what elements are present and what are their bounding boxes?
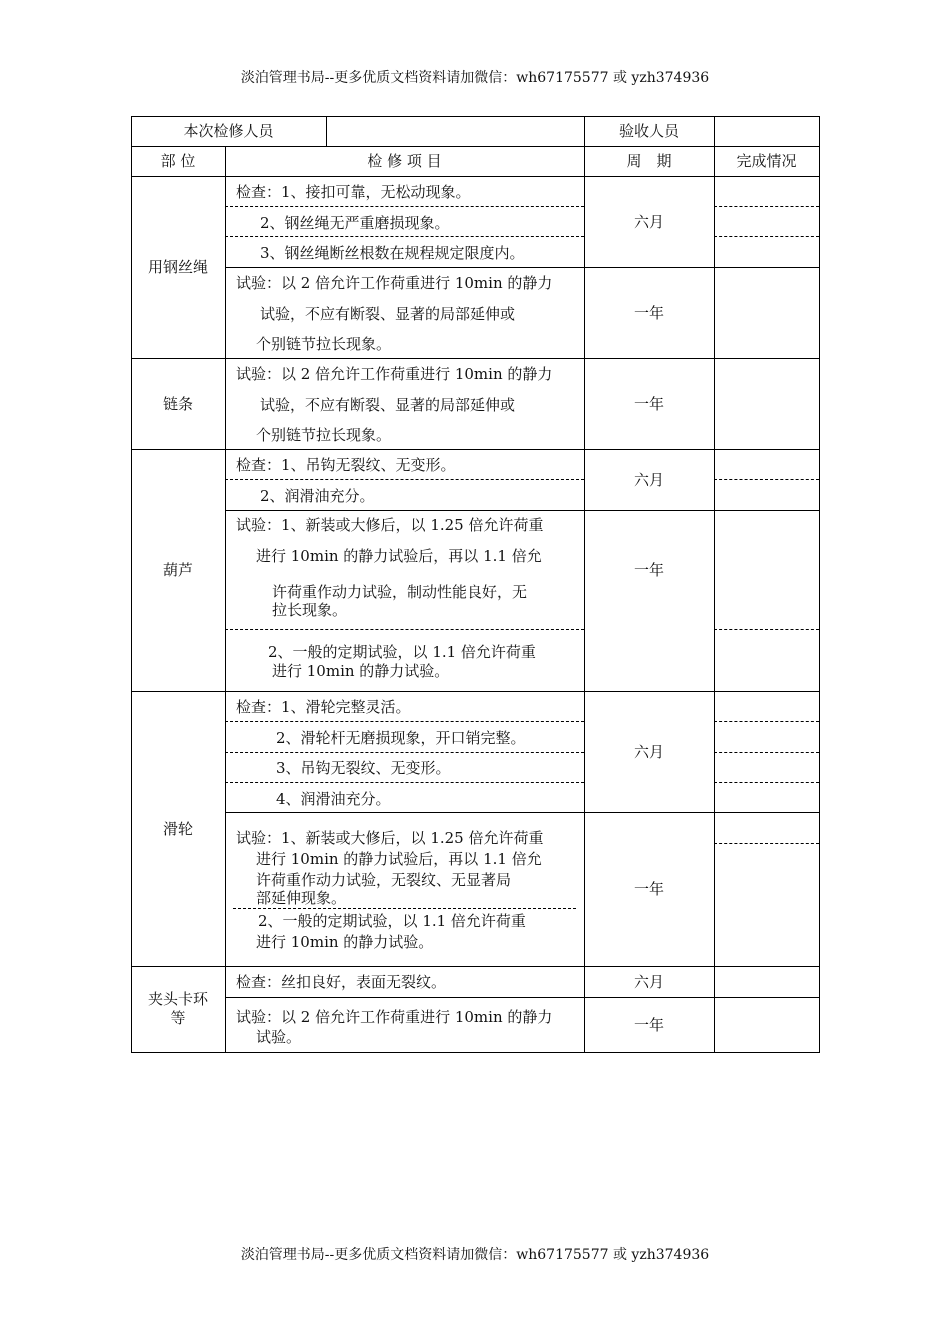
- check-line: 4、润滑油充分。: [276, 790, 391, 808]
- page-header: 淡泊管理书局--更多优质文档资料请加微信：wh67175577 或 yzh374936: [240, 70, 710, 86]
- dashed-line: [225, 236, 584, 237]
- period-cell: 一年: [633, 561, 664, 579]
- check-line: 检查：丝扣良好，表面无裂纹。: [236, 973, 447, 991]
- check-line: 2、钢丝绳无严重磨损现象。: [260, 214, 450, 232]
- dashed-line: [225, 479, 584, 480]
- test-line: 试验：1、新装或大修后，以 1.25 倍允许荷重: [236, 516, 544, 534]
- acceptor-label: 验收人员: [618, 122, 679, 140]
- period-cell: 一年: [633, 303, 664, 322]
- page-footer: 淡泊管理书局--更多优质文档资料请加微信：wh67175577 或 yzh374936: [240, 1247, 710, 1263]
- period-cell: 六月: [633, 470, 664, 489]
- part-pulley: 滑轮: [162, 819, 193, 838]
- part-clamp-label: 夹头卡环等: [147, 990, 208, 1027]
- column-header-items: 检 修 项 目: [367, 152, 442, 170]
- dashed-line: [714, 479, 819, 480]
- inspector-value[interactable]: [326, 116, 584, 146]
- dashed-line: [714, 782, 819, 783]
- grid-line: [714, 116, 715, 1053]
- grid-line: [225, 997, 819, 998]
- inspector-label: 本次检修人员: [183, 122, 274, 140]
- dashed-line: [225, 206, 584, 207]
- check-line: 检查：1、吊钩无裂纹、无变形。: [236, 456, 456, 474]
- period-cell: 六月: [633, 212, 664, 231]
- check-line: 检查：1、接扣可靠，无松动现象。: [236, 183, 471, 201]
- test-line: 个别链节拉长现象。: [256, 335, 392, 353]
- period-cell: 一年: [633, 394, 664, 413]
- test-line: 试验：以 2 倍允许工作荷重进行 10min 的静力: [236, 1008, 553, 1026]
- dashed-line: [714, 721, 819, 722]
- dashed-line: [233, 908, 576, 909]
- dashed-line: [714, 206, 819, 207]
- test-line: 试验：1、新装或大修后，以 1.25 倍允许荷重: [236, 829, 544, 847]
- check-line: 2、润滑油充分。: [260, 487, 375, 505]
- dashed-line: [714, 752, 819, 753]
- period-cell: 六月: [633, 972, 664, 991]
- part-clamp: [131, 966, 225, 1052]
- check-line: 3、吊钩无裂纹、无变形。: [276, 759, 451, 777]
- test-line: 2、一般的定期试验，以 1.1 倍允许荷重: [268, 643, 536, 661]
- column-header-part: 部 位: [160, 152, 196, 170]
- part-wire-rope: 用钢丝绳: [147, 258, 208, 276]
- table-border-right: [819, 116, 820, 1053]
- test-line: 许荷重作动力试验，制动性能良好，无: [272, 583, 528, 601]
- test-line: 2、一般的定期试验，以 1.1 倍允许荷重: [258, 912, 526, 930]
- check-line: 2、滑轮杆无磨损现象，开口销完整。: [276, 729, 526, 747]
- grid-line: [225, 510, 819, 511]
- dashed-line: [714, 629, 819, 630]
- dashed-line: [225, 721, 584, 722]
- dashed-line: [225, 752, 584, 753]
- test-line: 拉长现象。: [272, 601, 348, 619]
- test-line: 进行 10min 的静力试验。: [272, 662, 450, 680]
- test-line: 个别链节拉长现象。: [256, 426, 392, 444]
- test-line: 试验，不应有断裂、显著的局部延伸或: [260, 305, 516, 323]
- grid-line: [225, 267, 819, 268]
- test-line: 试验：以 2 倍允许工作荷重进行 10min 的静力: [236, 274, 553, 292]
- grid-line: [131, 966, 819, 967]
- grid-line: [225, 812, 819, 813]
- grid-line: [131, 691, 819, 692]
- grid-line: [131, 358, 819, 359]
- check-line: 3、钢丝绳断丝根数在规程规定限度内。: [260, 244, 525, 262]
- grid-line: [225, 146, 226, 1053]
- period-cell: 六月: [633, 742, 664, 761]
- check-line: 检查：1、滑轮完整灵活。: [236, 698, 411, 716]
- part-hoist: 葫芦: [162, 561, 193, 579]
- acceptor-value[interactable]: [714, 116, 819, 146]
- grid-line: [131, 176, 819, 177]
- test-line: 进行 10min 的静力试验。: [256, 933, 434, 951]
- dashed-line: [714, 843, 819, 844]
- part-chain: 链条: [162, 394, 193, 413]
- test-line: 部延伸现象。: [256, 889, 347, 907]
- dashed-line: [225, 629, 584, 630]
- period-cell: 一年: [633, 880, 664, 898]
- column-header-period: 周 期: [626, 152, 672, 170]
- dashed-line: [225, 782, 584, 783]
- period-cell: 一年: [633, 1015, 664, 1034]
- column-header-status: 完成情况: [736, 152, 797, 170]
- dashed-line: [714, 236, 819, 237]
- test-line: 试验，不应有断裂、显著的局部延伸或: [260, 396, 516, 414]
- table-border-bottom: [131, 1052, 819, 1053]
- test-line: 许荷重作动力试验，无裂纹、无显著局: [256, 871, 512, 889]
- grid-line: [131, 449, 819, 450]
- test-line: 试验：以 2 倍允许工作荷重进行 10min 的静力: [236, 365, 553, 383]
- test-line: 进行 10min 的静力试验后，再以 1.1 倍允: [256, 547, 542, 565]
- test-line: 试验。: [256, 1028, 302, 1046]
- test-line: 进行 10min 的静力试验后，再以 1.1 倍允: [256, 850, 542, 868]
